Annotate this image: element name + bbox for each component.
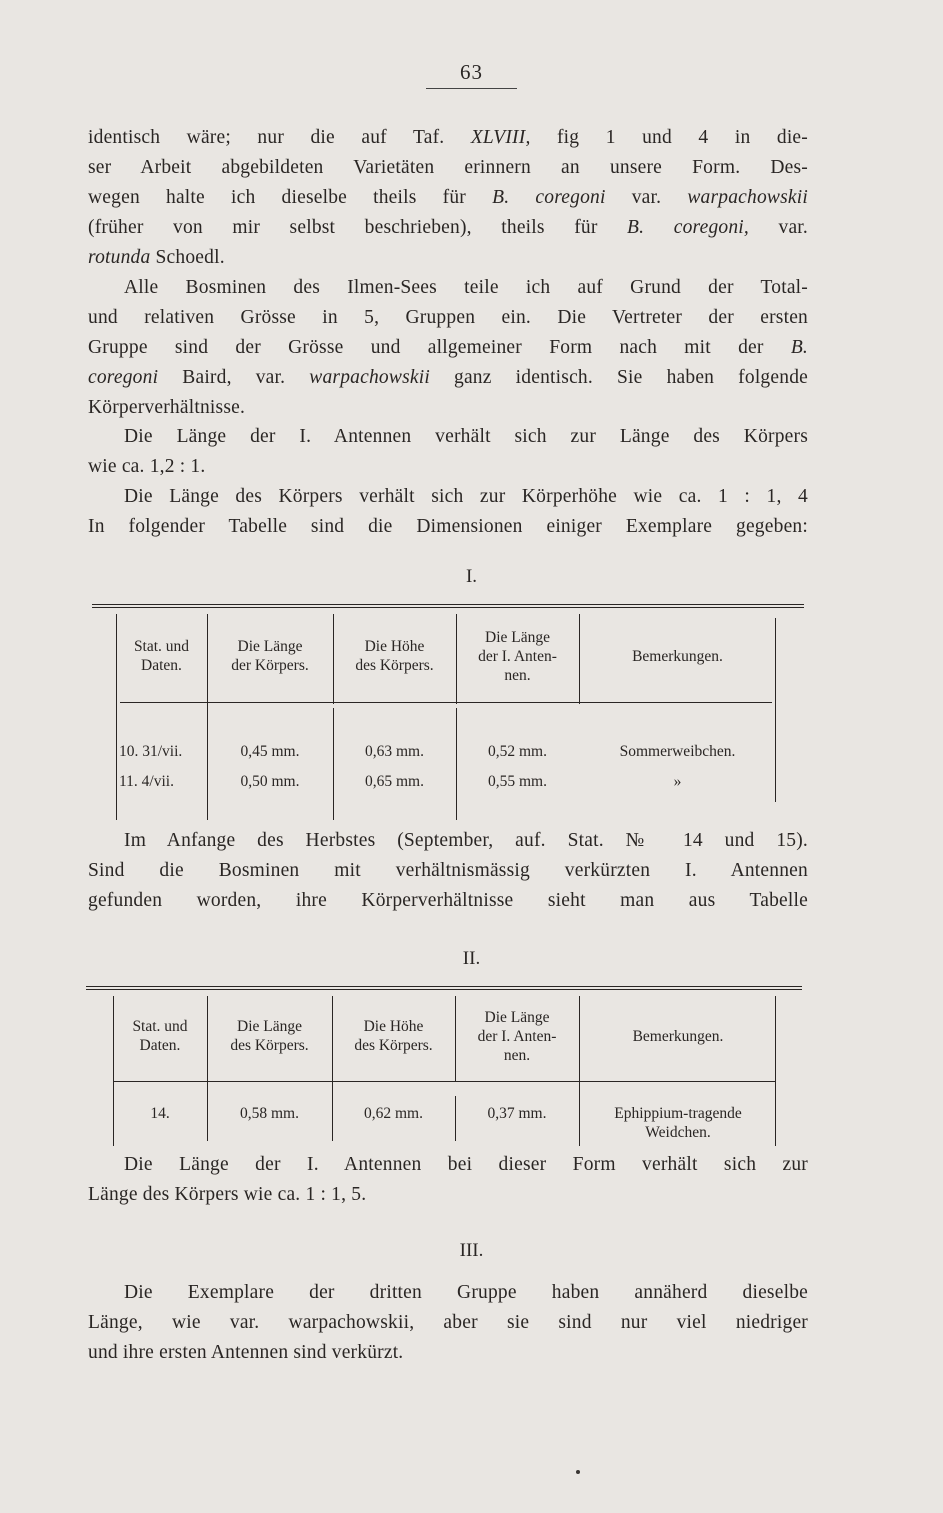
paragraph-2-line-3: Gruppe sind der Grösse und allgemeiner Form nach mit der B. — [88, 337, 808, 358]
page-number: 63 — [426, 60, 517, 89]
paragraph-1 — [88, 123, 808, 273]
paragraph-1-line-4: (früher von mir selbst beschrieben), theils für B. coregoni, var. — [88, 217, 808, 238]
paragraph-5-line-3: gefunden worden, ihre Körperverhältnisse sieht man aus Tabelle — [88, 890, 808, 911]
paragraph-5-line-1: Im Anfange des Herbstes (September, auf. Stat. № 14 und 15). — [124, 830, 808, 851]
table-row — [116, 772, 776, 802]
table-1-header-antennae: Die Länge der I. Anten- nen. — [478, 628, 557, 684]
table-1-header-row — [116, 624, 776, 688]
table-2-header-height: Die Höhe des Körpers. — [354, 1018, 433, 1054]
table-1-spacer-row — [116, 688, 776, 742]
table-2-cell-stat: 14. — [150, 1105, 170, 1122]
paragraph-1-line-5: rotunda Schoedl. — [88, 247, 225, 268]
table-1-header-stat: Stat. und Daten. — [133, 638, 190, 674]
paragraph-3-line-1: Die Länge der I. Antennen verhält sich zur Länge des Körpers — [124, 426, 808, 447]
table-2-header-antennae: Die Länge der I. Anten- nen. — [477, 1008, 557, 1064]
paragraph-3-line-2: wie ca. 1,2 : 1. — [88, 456, 206, 477]
paragraph-4-line-1: Die Länge des Körpers verhält sich zur Körperhöhe wie ca. 1 : 1, 4 — [124, 486, 808, 507]
paragraph-2-line-4: coregoni Baird, var. warpachowskii ganz identisch. Sie haben folgende — [88, 367, 808, 388]
paragraph-6-line-2: Länge des Körpers wie ca. 1 : 1, 5. — [88, 1184, 367, 1205]
paragraph-7 — [88, 1278, 808, 1368]
table-1-header-length: Die Länge der Körpers. — [231, 638, 309, 674]
paragraph-5-line-2: Sind die Bosminen mit verhältnismässig verkürzten I. Antennen — [88, 860, 808, 881]
paragraph-2-line-5: Körperverhältnisse. — [88, 397, 246, 418]
table-2-cell-antennae: 0,37 mm. — [487, 1105, 547, 1122]
table-2-header-remarks: Bemerkungen. — [632, 1027, 724, 1045]
table-1-cell-antennae: 0,55 mm. — [488, 773, 547, 790]
paragraph-2-line-2: und relativen Grösse in 5, Gruppen ein. Die Vertreter der ersten — [88, 307, 808, 328]
table-2-heading: II. — [462, 948, 481, 969]
table-2-header-length: Die Länge des Körpers. — [230, 1018, 309, 1054]
table-1-header-remarks: Bemerkungen. — [632, 647, 723, 665]
table-1-top-rule — [92, 604, 804, 608]
table-1-cell-remarks: » — [673, 773, 682, 790]
paragraph-7-line-3: und ihre ersten Antennen sind verkürzt. — [88, 1342, 404, 1363]
paragraph-5 — [88, 826, 808, 916]
table-1-cell-length: 0,45 mm. — [240, 743, 300, 760]
table-row — [116, 742, 776, 772]
ink-speck — [576, 1470, 580, 1474]
paragraph-1-line-2: ser Arbeit abgebildeten Varietäten erinnern an unsere Form. Des- — [88, 157, 808, 178]
paragraph-6 — [88, 1150, 808, 1210]
table-2-header-stat: Stat. und Daten. — [132, 1018, 188, 1054]
table-1-heading: I. — [465, 566, 478, 587]
section-3-heading: III. — [459, 1240, 484, 1261]
table-2-top-rule — [86, 986, 802, 990]
table-2-cell-remarks: Ephippium-tragende Weidchen. — [614, 1105, 742, 1141]
paragraph-3 — [88, 422, 808, 482]
table-2-header-row — [113, 1004, 777, 1068]
table-1-cell-antennae: 0,52 mm. — [488, 743, 547, 760]
table-1-cell-stat: 11. 4/vii. — [119, 773, 174, 790]
paragraph-6-line-1: Die Länge der I. Antennen bei dieser Form verhält sich zur — [124, 1154, 808, 1175]
table-1-header-height: Die Höhe des Körpers. — [355, 638, 434, 674]
paragraph-4-line-2: In folgender Tabelle sind die Dimensionen einiger Exemplare gegeben: — [88, 516, 808, 537]
paragraph-2-line-1: Alle Bosminen des Ilmen-Sees teile ich auf Grund der Total- — [124, 277, 808, 298]
paragraph-1-line-3: wegen halte ich dieselbe theils für B. coregoni var. warpachowskii — [88, 187, 808, 208]
table-1-cell-height: 0,63 mm. — [365, 743, 424, 760]
paragraph-2 — [88, 273, 808, 423]
paragraph-7-line-1: Die Exemplare der dritten Gruppe haben annäherd dieselbe — [124, 1282, 808, 1303]
table-1-cell-length: 0,50 mm. — [240, 773, 300, 790]
paragraph-1-line-1: identisch wäre; nur die auf Taf. XLVIII, fig 1 und 4 in die- — [88, 127, 808, 148]
table-1 — [116, 624, 776, 802]
table-1-cell-remarks: Sommerweibchen. — [619, 743, 736, 760]
table-row — [113, 1104, 777, 1142]
table-2-cell-length: 0,58 mm. — [240, 1105, 299, 1122]
table-2-spacer-row — [113, 1068, 777, 1104]
page-number-wrap — [0, 60, 943, 89]
table-1-cell-height: 0,65 mm. — [365, 773, 424, 790]
paragraph-4 — [88, 482, 808, 542]
paragraph-7-line-2: Länge, wie var. warpachowskii, aber sie sind nur viel niedriger — [88, 1312, 808, 1333]
table-2-cell-height: 0,62 mm. — [364, 1105, 423, 1122]
table-2 — [113, 1004, 777, 1142]
table-1-cell-stat: 10. 31/vii. — [119, 743, 183, 760]
